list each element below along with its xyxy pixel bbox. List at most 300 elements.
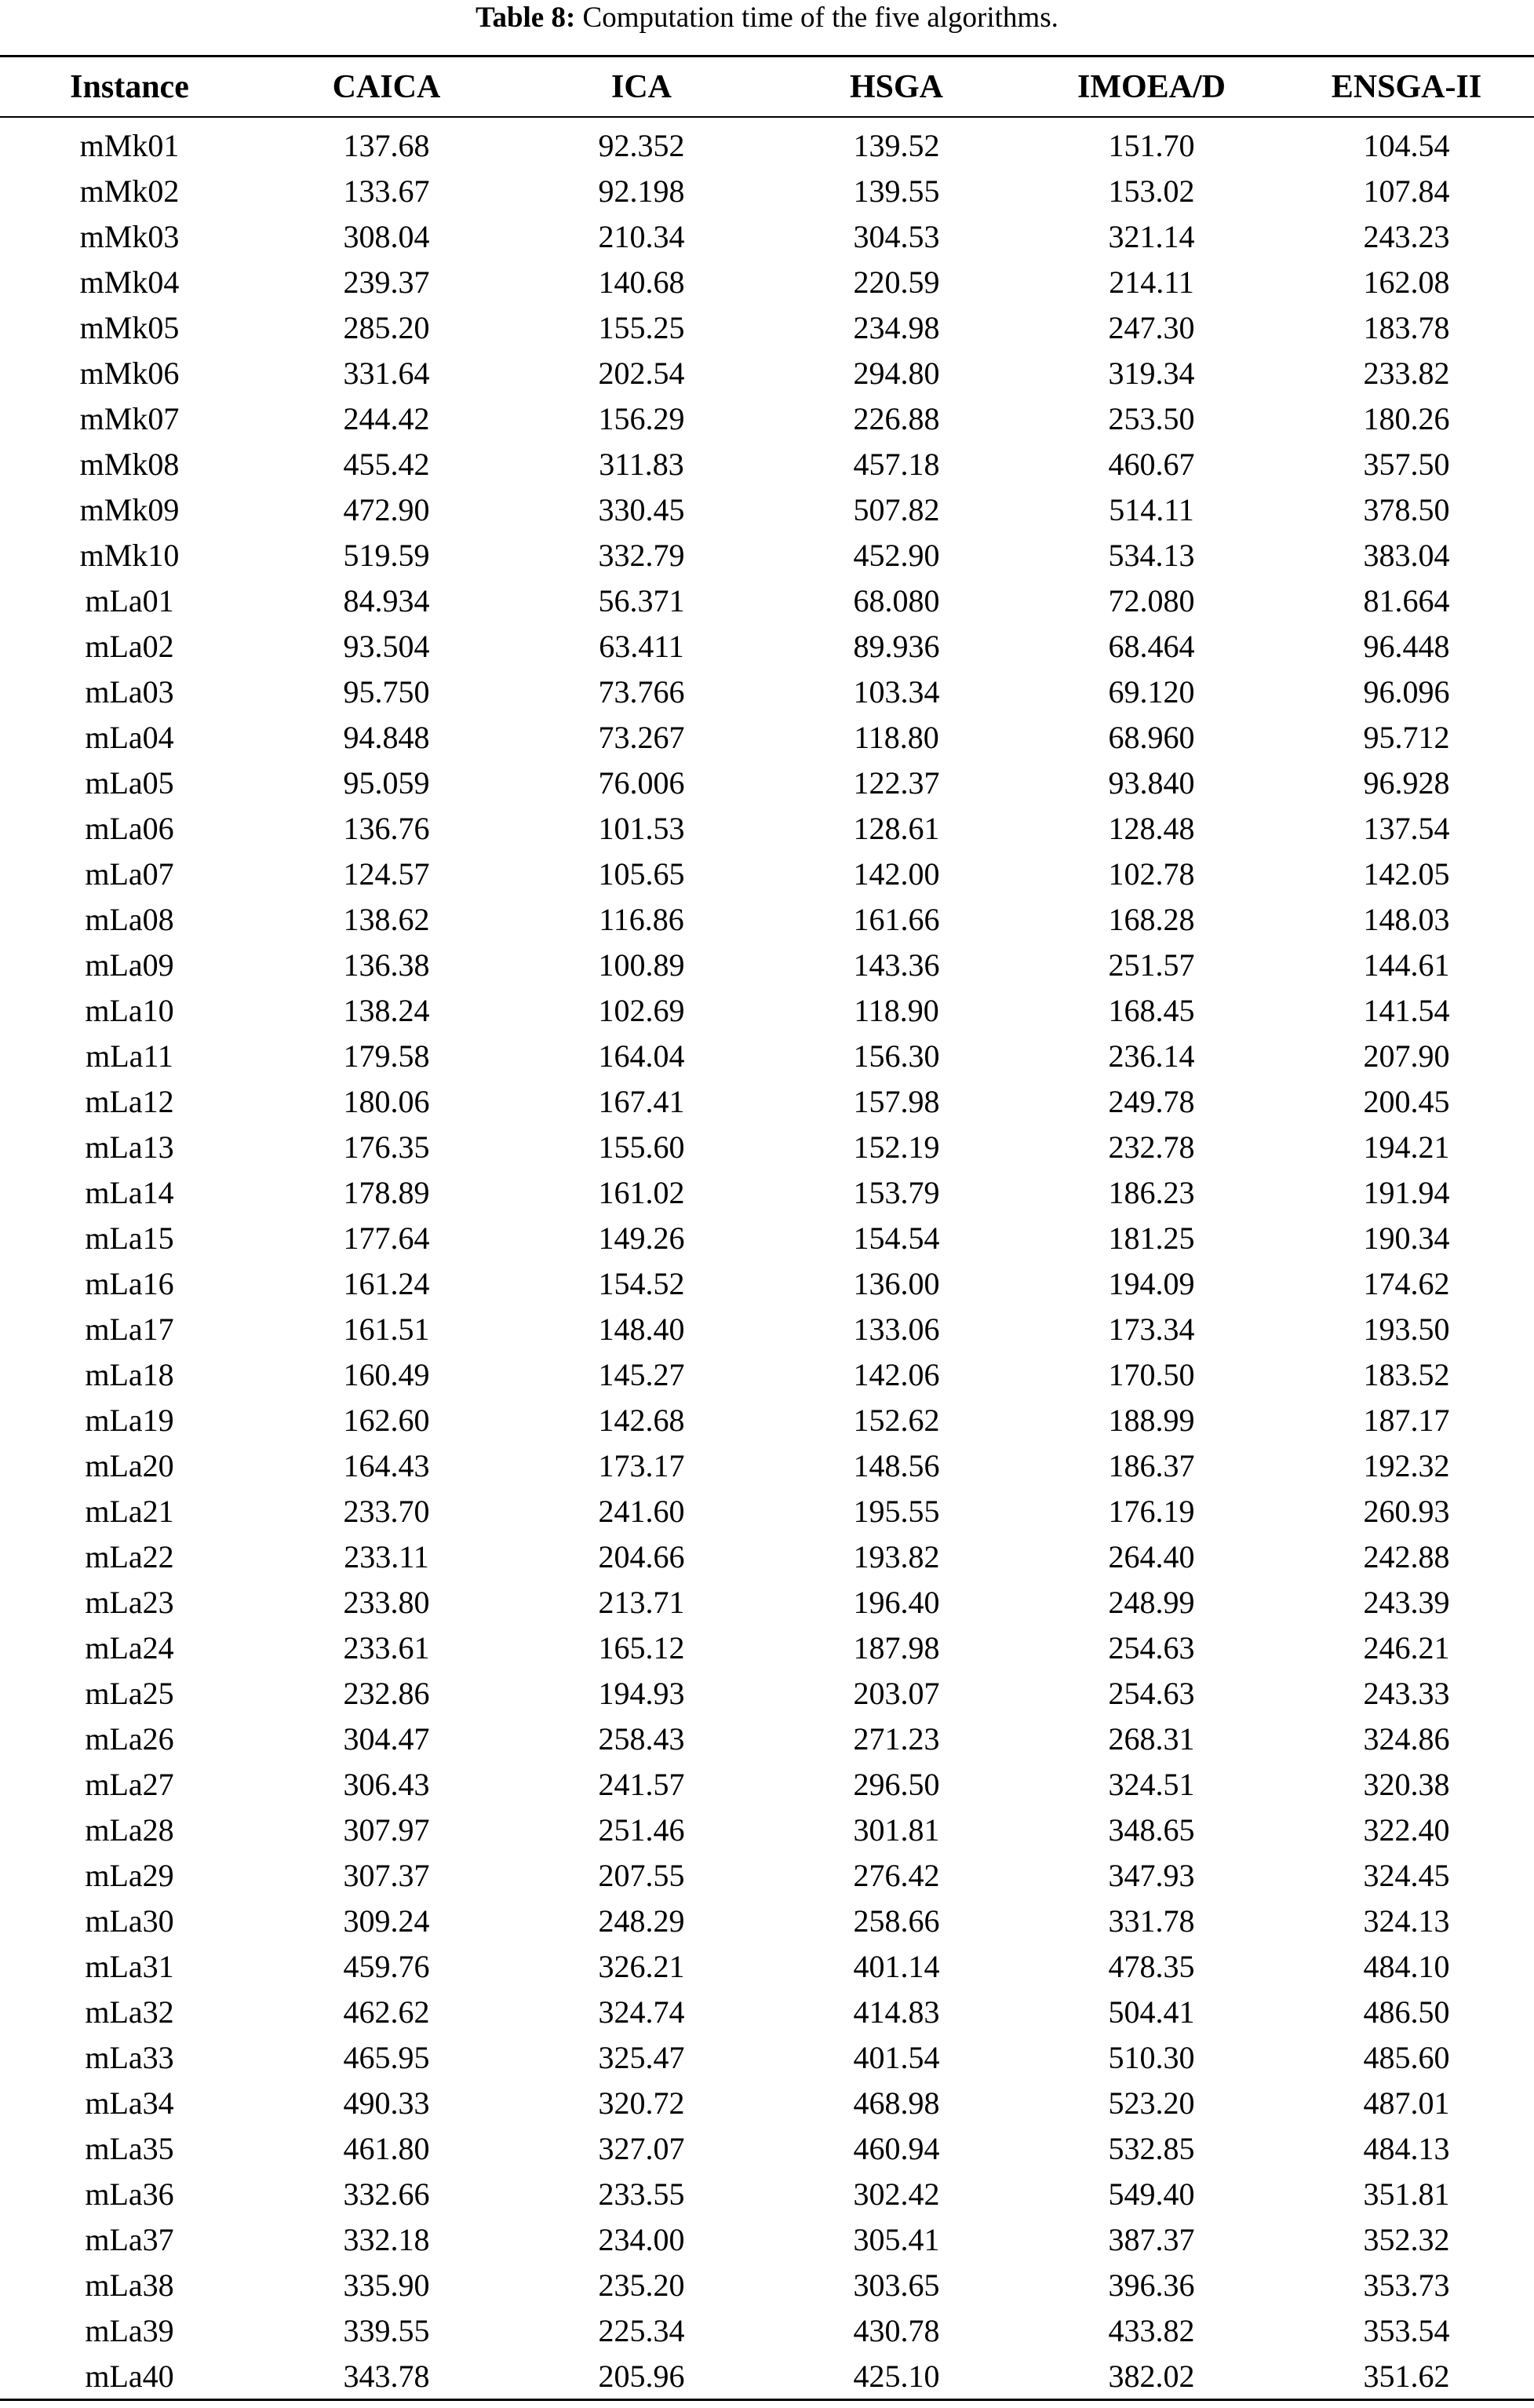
cell-ensga-ii: 486.50 — [1363, 1994, 1450, 2030]
cell-ica: 204.66 — [598, 1538, 685, 1574]
cell-instance: mMk07 — [79, 400, 180, 436]
cell-ensga-ii: 383.04 — [1363, 537, 1450, 573]
table-row — [0, 1215, 1534, 1261]
cell-imoead: 387.37 — [1108, 2222, 1195, 2258]
cell-instance: mLa16 — [85, 1265, 174, 1301]
cell-caica: 490.33 — [343, 2085, 430, 2122]
table-row — [0, 669, 1534, 714]
table-row — [0, 122, 1534, 168]
cell-caica: 339.55 — [343, 2313, 430, 2349]
cell-instance: mMk08 — [79, 446, 180, 482]
cell-caica: 160.49 — [343, 1356, 430, 1392]
cell-ica: 102.69 — [598, 992, 685, 1028]
cell-ensga-ii: 351.62 — [1363, 2359, 1450, 2395]
cell-hsga: 139.55 — [853, 173, 940, 209]
cell-imoead: 128.48 — [1108, 810, 1195, 846]
cell-imoead: 534.13 — [1108, 537, 1195, 573]
table-row — [0, 1534, 1534, 1579]
cell-ica: 73.267 — [598, 719, 685, 755]
cell-ica: 145.27 — [598, 1356, 685, 1392]
cell-caica: 332.18 — [343, 2222, 430, 2258]
cell-caica: 177.64 — [343, 1220, 430, 1256]
cell-ensga-ii: 191.94 — [1363, 1174, 1450, 1210]
cell-ensga-ii: 107.84 — [1363, 173, 1450, 209]
cell-hsga: 157.98 — [853, 1083, 940, 1119]
cell-ensga-ii: 142.05 — [1363, 856, 1450, 892]
cell-ensga-ii: 192.32 — [1363, 1447, 1450, 1483]
table-row — [0, 1397, 1534, 1443]
cell-instance: mLa20 — [85, 1447, 174, 1483]
cell-imoead: 523.20 — [1108, 2085, 1195, 2122]
cell-instance: mLa26 — [85, 1721, 174, 1757]
cell-caica: 232.86 — [343, 1676, 430, 1712]
cell-hsga: 142.06 — [853, 1356, 940, 1392]
table-row — [0, 350, 1534, 396]
cell-hsga: 226.88 — [853, 400, 940, 436]
cell-caica: 233.11 — [344, 1538, 429, 1574]
cell-ensga-ii: 484.13 — [1363, 2131, 1450, 2167]
cell-instance: mLa23 — [85, 1585, 174, 1620]
cell-imoead: 68.960 — [1108, 719, 1195, 755]
cell-ica: 194.93 — [598, 1676, 685, 1712]
cell-imoead: 264.40 — [1108, 1538, 1195, 1574]
cell-caica: 164.43 — [343, 1447, 430, 1483]
cell-imoead: 102.78 — [1108, 856, 1195, 892]
cell-ica: 101.53 — [598, 810, 685, 846]
table-row — [0, 1443, 1534, 1488]
cell-ica: 324.74 — [598, 1994, 685, 2030]
cell-instance: mLa28 — [85, 1812, 174, 1848]
cell-hsga: 89.936 — [853, 628, 940, 664]
cell-ensga-ii: 243.39 — [1363, 1585, 1450, 1620]
cell-imoead: 249.78 — [1108, 1083, 1195, 1119]
cell-instance: mMk04 — [79, 264, 180, 300]
cell-imoead: 186.37 — [1108, 1447, 1195, 1483]
cell-imoead: 248.99 — [1108, 1585, 1195, 1620]
cell-hsga: 301.81 — [853, 1812, 940, 1848]
cell-ica: 73.766 — [598, 673, 685, 710]
cell-ensga-ii: 193.50 — [1363, 1311, 1450, 1347]
cell-ica: 330.45 — [598, 491, 685, 527]
column-header-caica: CAICA — [332, 69, 441, 105]
cell-instance: mLa03 — [85, 673, 174, 710]
cell-instance: mMk02 — [79, 173, 180, 209]
cell-ensga-ii: 207.90 — [1363, 1038, 1450, 1074]
cell-hsga: 425.10 — [853, 2359, 940, 2395]
cell-ica: 148.40 — [598, 1311, 685, 1347]
cell-caica: 332.66 — [343, 2176, 430, 2213]
cell-instance: mLa07 — [85, 856, 174, 892]
cell-instance: mLa15 — [85, 1220, 174, 1256]
cell-caica: 124.57 — [343, 856, 430, 892]
cell-ica: 248.29 — [598, 1903, 685, 1939]
cell-imoead: 514.11 — [1109, 491, 1194, 527]
cell-caica: 161.24 — [343, 1265, 430, 1301]
cell-ensga-ii: 353.73 — [1363, 2268, 1450, 2304]
cell-imoead: 173.34 — [1108, 1311, 1195, 1347]
cell-hsga: 128.61 — [853, 810, 940, 846]
cell-hsga: 156.30 — [853, 1038, 940, 1074]
cell-instance: mLa33 — [85, 2040, 174, 2076]
cell-ica: 56.371 — [598, 582, 685, 618]
cell-imoead: 532.85 — [1108, 2131, 1195, 2167]
table-header — [0, 60, 1534, 115]
table-row — [0, 1944, 1534, 1990]
cell-hsga: 294.80 — [853, 355, 940, 391]
cell-ica: 165.12 — [598, 1630, 685, 1666]
table-row — [0, 805, 1534, 851]
cell-caica: 306.43 — [343, 1767, 430, 1803]
cell-caica: 94.848 — [343, 719, 430, 755]
cell-ensga-ii: 96.448 — [1363, 628, 1450, 664]
table-row — [0, 2126, 1534, 2172]
cell-caica: 343.78 — [343, 2359, 430, 2395]
table-row — [0, 305, 1534, 350]
cell-hsga: 139.52 — [853, 127, 940, 163]
cell-instance: mLa17 — [85, 1311, 174, 1347]
cell-ica: 161.02 — [598, 1174, 685, 1210]
cell-ica: 213.71 — [598, 1585, 685, 1620]
cell-imoead: 151.70 — [1108, 127, 1195, 163]
cell-caica: 233.61 — [343, 1630, 430, 1666]
cell-instance: mLa36 — [85, 2176, 174, 2213]
cell-imoead: 460.67 — [1108, 446, 1195, 482]
cell-ensga-ii: 183.78 — [1363, 309, 1450, 345]
cell-ensga-ii: 351.81 — [1363, 2176, 1450, 2213]
cell-hsga: 305.41 — [853, 2222, 940, 2258]
cell-caica: 84.934 — [343, 582, 430, 618]
cell-caica: 461.80 — [343, 2131, 430, 2167]
cell-ica: 210.34 — [598, 218, 685, 254]
cell-instance: mLa25 — [85, 1676, 174, 1712]
cell-instance: mLa30 — [85, 1903, 174, 1939]
cell-ensga-ii: 144.61 — [1363, 947, 1450, 983]
cell-ensga-ii: 95.712 — [1363, 719, 1450, 755]
cell-hsga: 195.55 — [853, 1493, 940, 1529]
cell-hsga: 234.98 — [853, 309, 940, 345]
cell-caica: 136.76 — [343, 810, 430, 846]
cell-hsga: 118.80 — [854, 719, 939, 755]
cell-caica: 331.64 — [343, 355, 430, 391]
cell-ensga-ii: 357.50 — [1363, 446, 1450, 482]
cell-caica: 465.95 — [343, 2040, 430, 2076]
cell-imoead: 324.51 — [1108, 1767, 1195, 1803]
cell-caica: 178.89 — [343, 1174, 430, 1210]
cell-ensga-ii: 243.33 — [1363, 1676, 1450, 1712]
table-row — [0, 487, 1534, 532]
cell-ica: 116.86 — [599, 901, 684, 937]
cell-imoead: 396.36 — [1108, 2268, 1195, 2304]
cell-hsga: 303.65 — [853, 2268, 940, 2304]
cell-imoead: 236.14 — [1108, 1038, 1195, 1074]
cell-ica: 154.52 — [598, 1265, 685, 1301]
cell-caica: 95.059 — [343, 764, 430, 801]
cell-ensga-ii: 180.26 — [1363, 400, 1450, 436]
cell-imoead: 72.080 — [1108, 582, 1195, 618]
cell-instance: mLa24 — [85, 1630, 174, 1666]
table-row — [0, 896, 1534, 942]
cell-ensga-ii: 324.45 — [1363, 1858, 1450, 1894]
cell-caica: 93.504 — [343, 628, 430, 664]
table-row — [0, 1899, 1534, 1944]
cell-hsga: 296.50 — [853, 1767, 940, 1803]
cell-imoead: 214.11 — [1109, 264, 1194, 300]
cell-caica: 244.42 — [343, 400, 430, 436]
cell-imoead: 268.31 — [1108, 1721, 1195, 1757]
cell-instance: mLa06 — [85, 810, 174, 846]
table-row — [0, 2172, 1534, 2217]
table-row — [0, 623, 1534, 669]
cell-imoead: 254.63 — [1108, 1630, 1195, 1666]
cell-imoead: 153.02 — [1108, 173, 1195, 209]
cell-ensga-ii: 324.13 — [1363, 1903, 1450, 1939]
column-header-hsga: HSGA — [849, 69, 944, 105]
cell-hsga: 103.34 — [853, 673, 940, 710]
table-row — [0, 2217, 1534, 2263]
cell-ica: 63.411 — [599, 628, 684, 664]
table-row — [0, 1078, 1534, 1124]
table-body — [0, 122, 1534, 2399]
cell-hsga: 430.78 — [853, 2313, 940, 2349]
cell-instance: mLa10 — [85, 992, 174, 1028]
table-row — [0, 1306, 1534, 1352]
cell-hsga: 193.82 — [853, 1538, 940, 1574]
table-row — [0, 1352, 1534, 1397]
cell-ica: 258.43 — [598, 1721, 685, 1757]
table-row — [0, 213, 1534, 259]
cell-ica: 327.07 — [598, 2131, 685, 2167]
cell-imoead: 69.120 — [1108, 673, 1195, 710]
cell-ensga-ii: 137.54 — [1363, 810, 1450, 846]
table-row — [0, 987, 1534, 1033]
cell-ica: 241.60 — [598, 1493, 685, 1529]
cell-imoead: 168.28 — [1108, 901, 1195, 937]
cell-ensga-ii: 484.10 — [1363, 1949, 1450, 1985]
cell-instance: mMk06 — [79, 355, 180, 391]
cell-caica: 176.35 — [343, 1129, 430, 1165]
cell-ica: 205.96 — [598, 2359, 685, 2395]
cell-caica: 179.58 — [343, 1038, 430, 1074]
cell-ensga-ii: 141.54 — [1363, 992, 1450, 1028]
cell-ensga-ii: 353.54 — [1363, 2313, 1450, 2349]
table-row — [0, 1124, 1534, 1169]
cell-caica: 138.62 — [343, 901, 430, 937]
cell-ica: 251.46 — [598, 1812, 685, 1848]
table-row — [0, 760, 1534, 805]
cell-instance: mLa34 — [85, 2085, 174, 2122]
cell-ica: 156.29 — [598, 400, 685, 436]
cell-hsga: 154.54 — [853, 1220, 940, 1256]
cell-hsga: 401.14 — [853, 1949, 940, 1985]
table-bottom-rule — [0, 2399, 1534, 2401]
cell-imoead: 170.50 — [1108, 1356, 1195, 1392]
cell-ensga-ii: 242.88 — [1363, 1538, 1450, 1574]
cell-ica: 235.20 — [598, 2268, 685, 2304]
cell-ensga-ii: 96.096 — [1363, 673, 1450, 710]
cell-caica: 233.70 — [343, 1493, 430, 1529]
column-header-imoead: IMOEA/D — [1077, 69, 1226, 105]
cell-caica: 138.24 — [343, 992, 430, 1028]
table-row — [0, 1853, 1534, 1899]
cell-hsga: 507.82 — [853, 491, 940, 527]
cell-imoead: 331.78 — [1108, 1903, 1195, 1939]
cell-caica: 459.76 — [343, 1949, 430, 1985]
cell-ica: 105.65 — [598, 856, 685, 892]
cell-ica: 225.34 — [598, 2313, 685, 2349]
cell-imoead: 251.57 — [1108, 947, 1195, 983]
cell-imoead: 186.23 — [1108, 1174, 1195, 1210]
table-row — [0, 851, 1534, 896]
cell-instance: mLa02 — [85, 628, 174, 664]
cell-instance: mLa38 — [85, 2268, 174, 2304]
table-row — [0, 259, 1534, 305]
cell-instance: mLa18 — [85, 1356, 174, 1392]
column-header-ensga-ii: ENSGA-II — [1331, 69, 1482, 105]
cell-ensga-ii: 246.21 — [1363, 1630, 1450, 1666]
cell-ensga-ii: 320.38 — [1363, 1767, 1450, 1803]
cell-caica: 304.47 — [343, 1721, 430, 1757]
column-header-ica: ICA — [610, 69, 672, 105]
cell-imoead: 176.19 — [1108, 1493, 1195, 1529]
cell-caica: 309.24 — [343, 1903, 430, 1939]
table-row — [0, 1808, 1534, 1853]
table-row — [0, 1580, 1534, 1625]
cell-imoead: 68.464 — [1108, 628, 1195, 664]
table-row — [0, 1033, 1534, 1078]
cell-hsga: 452.90 — [853, 537, 940, 573]
cell-hsga: 152.19 — [853, 1129, 940, 1165]
header-row — [0, 60, 1534, 115]
cell-ica: 311.83 — [599, 446, 684, 482]
cell-instance: mLa12 — [85, 1083, 174, 1119]
cell-caica: 180.06 — [343, 1083, 430, 1119]
cell-hsga: 152.62 — [853, 1402, 940, 1438]
cell-ensga-ii: 183.52 — [1363, 1356, 1450, 1392]
cell-ica: 140.68 — [598, 264, 685, 300]
cell-imoead: 168.45 — [1108, 992, 1195, 1028]
cell-imoead: 478.35 — [1108, 1949, 1195, 1985]
cell-instance: mLa19 — [85, 1402, 174, 1438]
cell-imoead: 181.25 — [1108, 1220, 1195, 1256]
cell-ensga-ii: 81.664 — [1363, 582, 1450, 618]
cell-ensga-ii: 174.62 — [1363, 1265, 1450, 1301]
cell-caica: 239.37 — [343, 264, 430, 300]
cell-hsga: 148.56 — [853, 1447, 940, 1483]
cell-ica: 167.41 — [598, 1083, 685, 1119]
cell-caica: 161.51 — [343, 1311, 430, 1347]
table-row — [0, 942, 1534, 987]
cell-hsga: 203.07 — [853, 1676, 940, 1712]
table-row — [0, 532, 1534, 578]
cell-caica: 162.60 — [343, 1402, 430, 1438]
cell-ensga-ii: 487.01 — [1363, 2085, 1450, 2122]
cell-instance: mMk10 — [79, 537, 180, 573]
cell-instance: mLa11 — [86, 1038, 173, 1074]
table-row — [0, 1762, 1534, 1808]
cell-hsga: 142.00 — [853, 856, 940, 892]
cell-caica: 455.42 — [343, 446, 430, 482]
cell-imoead: 321.14 — [1108, 218, 1195, 254]
cell-ica: 155.60 — [598, 1129, 685, 1165]
cell-ica: 155.25 — [598, 309, 685, 345]
cell-hsga: 133.06 — [853, 1311, 940, 1347]
cell-ica: 233.55 — [598, 2176, 685, 2213]
table-row — [0, 168, 1534, 213]
table-row — [0, 1717, 1534, 1762]
cell-ica: 325.47 — [598, 2040, 685, 2076]
cell-hsga: 457.18 — [853, 446, 940, 482]
cell-instance: mMk01 — [79, 127, 180, 163]
cell-instance: mLa29 — [85, 1858, 174, 1894]
cell-instance: mLa35 — [85, 2131, 174, 2167]
cell-ica: 76.006 — [598, 764, 685, 801]
cell-imoead: 93.840 — [1108, 764, 1195, 801]
table-row — [0, 396, 1534, 441]
cell-ensga-ii: 187.17 — [1363, 1402, 1450, 1438]
cell-hsga: 122.37 — [853, 764, 940, 801]
cell-imoead: 319.34 — [1108, 355, 1195, 391]
cell-ensga-ii: 233.82 — [1363, 355, 1450, 391]
cell-instance: mLa01 — [85, 582, 174, 618]
cell-hsga: 468.98 — [853, 2085, 940, 2122]
cell-hsga: 143.36 — [853, 947, 940, 983]
cell-instance: mLa32 — [85, 1994, 174, 2030]
table-row — [0, 1488, 1534, 1534]
table-caption-text: Computation time of the five algorithms. — [582, 2, 1058, 34]
cell-ensga-ii: 148.03 — [1363, 901, 1450, 937]
cell-ica: 207.55 — [598, 1858, 685, 1894]
cell-hsga: 276.42 — [853, 1858, 940, 1894]
cell-hsga: 401.54 — [853, 2040, 940, 2076]
cell-imoead: 253.50 — [1108, 400, 1195, 436]
cell-imoead: 194.09 — [1108, 1265, 1195, 1301]
cell-instance: mLa05 — [85, 764, 174, 801]
cell-instance: mLa39 — [85, 2313, 174, 2349]
cell-imoead: 504.41 — [1108, 1994, 1195, 2030]
cell-caica: 335.90 — [343, 2268, 430, 2304]
cell-instance: mLa21 — [85, 1493, 174, 1529]
cell-hsga: 220.59 — [853, 264, 940, 300]
cell-imoead: 188.99 — [1108, 1402, 1195, 1438]
cell-caica: 95.750 — [343, 673, 430, 710]
cell-instance: mMk03 — [79, 218, 180, 254]
cell-instance: mLa37 — [85, 2222, 174, 2258]
cell-instance: mLa22 — [85, 1538, 174, 1574]
cell-caica: 233.80 — [343, 1585, 430, 1620]
cell-ensga-ii: 260.93 — [1363, 1493, 1450, 1529]
cell-imoead: 433.82 — [1108, 2313, 1195, 2349]
cell-imoead: 549.40 — [1108, 2176, 1195, 2213]
table-caption — [0, 0, 1534, 36]
cell-hsga: 118.90 — [854, 992, 939, 1028]
cell-instance: mLa13 — [85, 1129, 174, 1165]
table-row — [0, 1671, 1534, 1717]
cell-ica: 149.26 — [598, 1220, 685, 1256]
cell-ensga-ii: 322.40 — [1363, 1812, 1450, 1848]
column-header-instance: Instance — [70, 69, 189, 105]
cell-ica: 164.04 — [598, 1038, 685, 1074]
cell-caica: 133.67 — [343, 173, 430, 209]
table-row — [0, 2035, 1534, 2081]
table-row — [0, 1261, 1534, 1306]
table-top-rule — [0, 55, 1534, 57]
cell-ica: 234.00 — [598, 2222, 685, 2258]
cell-imoead: 510.30 — [1108, 2040, 1195, 2076]
cell-hsga: 161.66 — [853, 901, 940, 937]
cell-ensga-ii: 190.34 — [1363, 1220, 1450, 1256]
table-row — [0, 1990, 1534, 2035]
cell-caica: 462.62 — [343, 1994, 430, 2030]
